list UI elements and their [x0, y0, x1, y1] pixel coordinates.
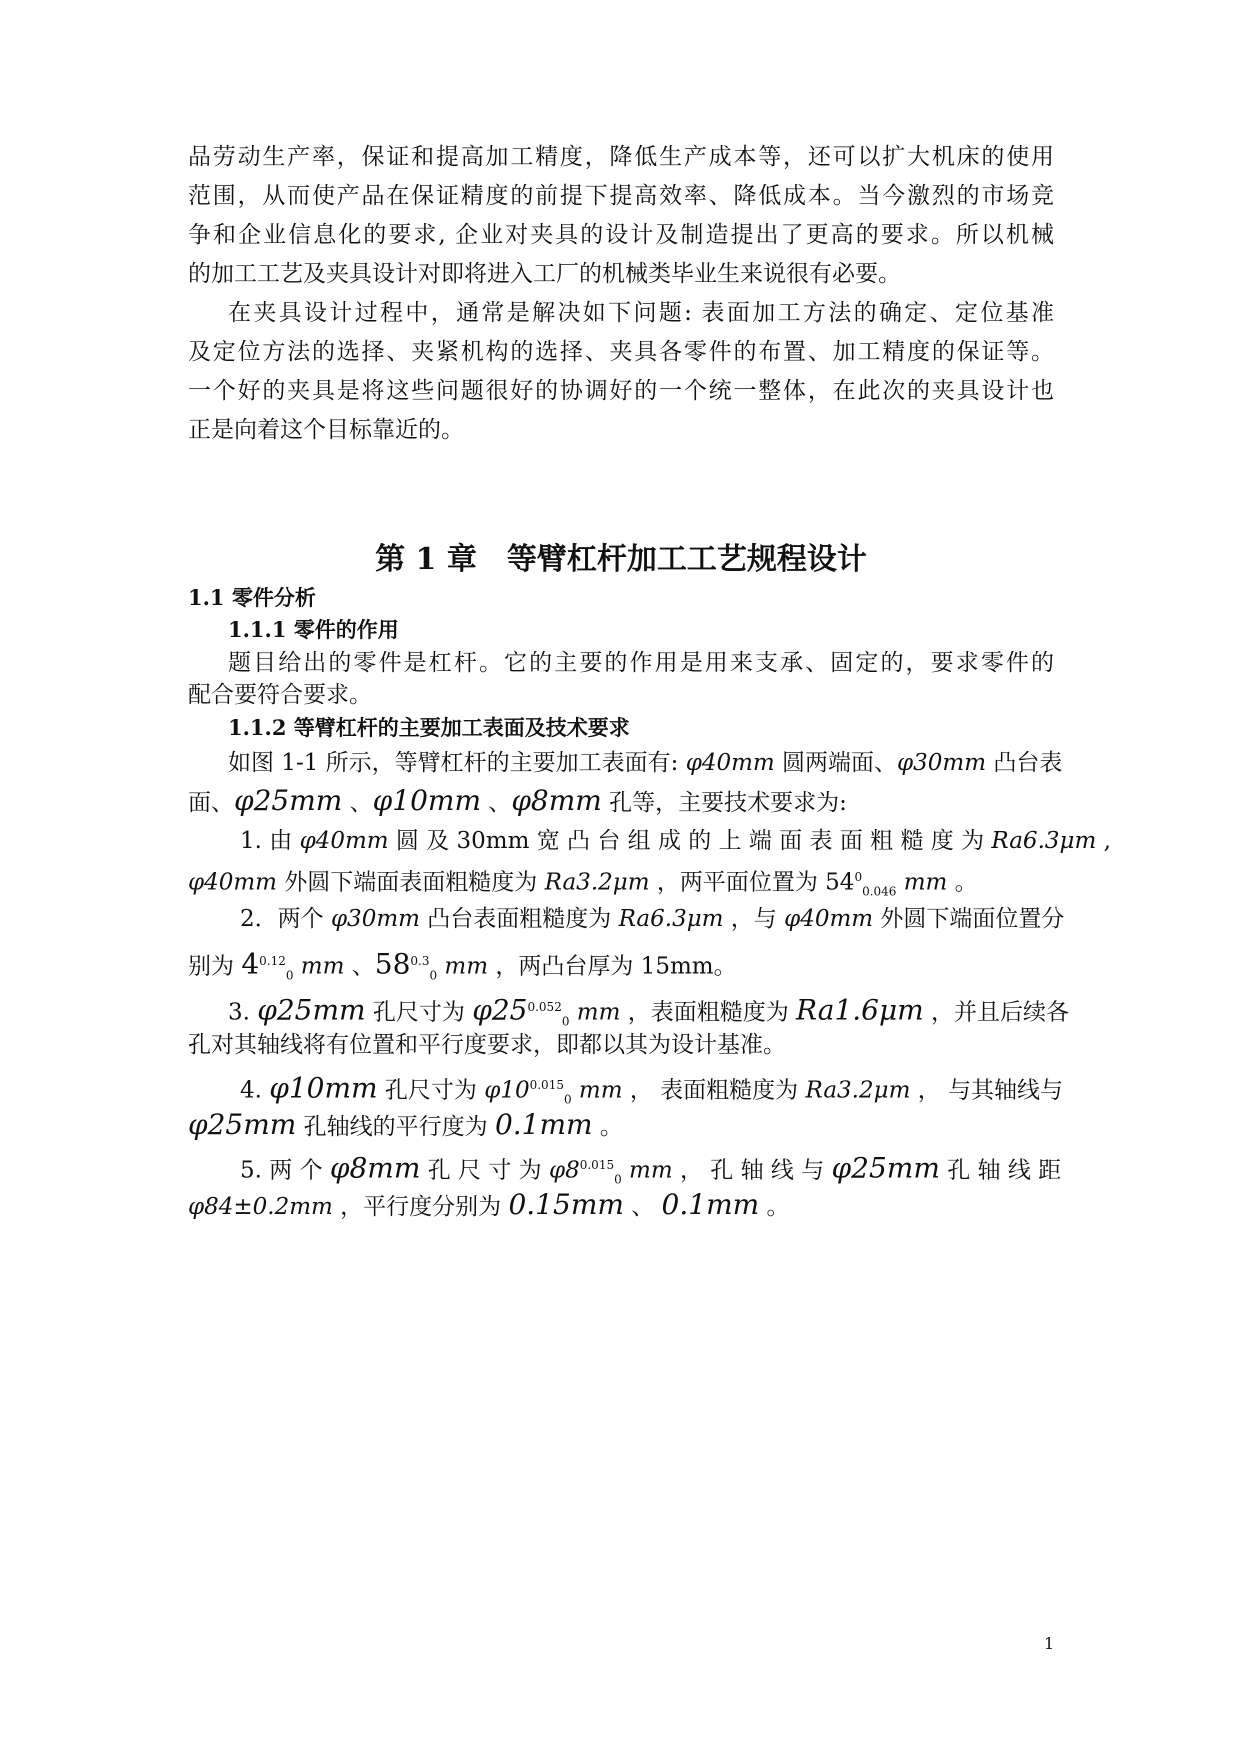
formula: φ8mm: [329, 1151, 421, 1185]
unit: mm: [437, 953, 489, 980]
page-number: 1: [1044, 1634, 1055, 1653]
tolerance-lower: 0: [614, 1172, 622, 1187]
text: 孔轴线的平行度为: [296, 1114, 495, 1140]
tolerance-upper: 0.015: [529, 1078, 564, 1092]
formula: 0.1mm: [494, 1108, 593, 1141]
intro-line-7: 一个好的夹具是将这些问题很好的协调好的一个统一整体，在此次的夹具设计也: [188, 378, 1054, 404]
tolerance-upper: 0.3: [410, 954, 430, 968]
text: ，两平面位置为: [649, 869, 826, 896]
text: 别为: [188, 953, 242, 980]
unit: mm: [571, 1077, 623, 1104]
intro-line-6: 及定位方法的选择、夹紧机构的选择、夹具各零件的布置、加工精度的保证等。: [188, 339, 1054, 365]
formula: φ10mm: [269, 1071, 378, 1105]
text: 5. 两 个: [240, 1157, 330, 1184]
formula: φ25: [472, 993, 528, 1027]
formula: φ10: [484, 1077, 530, 1104]
text: 、: [623, 1194, 662, 1220]
item-4-line-1: [240, 1070, 1064, 1114]
intro-line-5: 在夹具设计过程中，通常是解决如下问题: 表面加工方法的确定、定位基准: [228, 300, 1054, 326]
tolerance-upper: 0.015: [579, 1158, 615, 1172]
text: 、: [481, 790, 512, 816]
formula: 0.1mm: [661, 1188, 760, 1221]
text: ， 表面粗糙度为: [622, 1077, 806, 1104]
tolerance-lower: 0: [563, 1092, 572, 1107]
intro-line-3: 争和企业信息化的要求, 企业对夹具的设计及制造提出了更高的要求。所以机械: [188, 222, 1054, 248]
text: 、: [344, 953, 375, 980]
formula: φ40mm: [685, 750, 775, 776]
text: 孔等，主要技术要求为:: [601, 790, 847, 816]
text: 。: [759, 1194, 790, 1220]
text: 4.: [240, 1077, 270, 1104]
text: ，两凸台厚为 15mm。: [488, 953, 737, 980]
text: 1. 由: [240, 828, 300, 854]
text: 、: [342, 790, 373, 816]
text: ， 孔 轴 线 与: [672, 1157, 832, 1184]
text: 2．两个: [240, 906, 331, 932]
item-1-line-1: [240, 826, 1111, 856]
unit: mm: [569, 999, 621, 1026]
tolerance-upper: 0.052: [527, 1000, 562, 1014]
text: ，并且后续各: [923, 999, 1070, 1026]
intro-line-2: 范围，从而使产品在保证精度的前提下提高效率、降低成本。当今激烈的市场竞: [188, 183, 1054, 209]
s111-line-1: 题目给出的零件是杠杆。它的主要的作用是用来支承、固定的，要求零件的: [228, 650, 1054, 676]
text: ，与: [723, 906, 785, 932]
formula: Ra6.3μm: [618, 906, 724, 932]
text: 圆 及 30mm 宽 凸 台 组 成 的 上 端 面 表 面 粗 糙 度 为: [388, 828, 992, 854]
item-3-line-2: 孔对其轴线将有位置和平行度要求，即都以其为设计基准。: [188, 1032, 786, 1058]
text: 如图 1-1 所示，等臂杠杆的主要加工表面有:: [228, 750, 686, 776]
text: 圆两端面、: [774, 750, 898, 776]
text: ,: [1096, 828, 1111, 854]
s112-line-1: [228, 748, 1063, 778]
text: 凸台表: [986, 750, 1063, 776]
text: 孔尺寸为: [365, 999, 473, 1026]
tolerance-upper: 0: [854, 870, 863, 884]
formula: Ra3.2μm: [544, 869, 650, 896]
formula: φ30mm: [330, 906, 420, 932]
tolerance-upper: 0.12: [259, 954, 286, 968]
text: 外圆下端面表面粗糙度为: [277, 869, 545, 896]
formula: 54: [825, 869, 855, 896]
item-4-line-2: [188, 1110, 1054, 1142]
formula: 4: [241, 947, 260, 981]
text: 3.: [228, 999, 258, 1026]
formula: φ40mm: [299, 828, 389, 854]
chapter-title: 第 1 章 等臂杠杆加工工艺规程设计: [375, 542, 867, 577]
text: ，平行度分别为: [332, 1194, 509, 1220]
text: 孔 轴 线 距: [939, 1157, 1062, 1184]
formula: Ra3.2μm: [805, 1077, 911, 1104]
tolerance-lower: 0: [429, 968, 438, 983]
tolerance-lower: 0: [561, 1014, 570, 1029]
intro-line-4: 的加工工艺及夹具设计对即将进入工厂的机械类毕业生来说很有必要。: [188, 261, 901, 287]
section-heading-1-1: 1.1 零件分析: [188, 585, 316, 610]
formula: φ40mm: [784, 906, 874, 932]
unit: mm: [293, 953, 345, 980]
text: 孔 尺 寸 为: [420, 1157, 549, 1184]
formula: 0.15mm: [508, 1188, 624, 1221]
formula: Ra6.3μm: [991, 828, 1097, 854]
unit: mm: [896, 869, 948, 896]
formula: φ25mm: [188, 1108, 297, 1141]
section-heading-1-1-2: 1.1.2 等臂杠杆的主要加工表面及技术要求: [228, 715, 630, 740]
item-2-line-2: [188, 946, 1054, 990]
formula: 58: [374, 947, 411, 981]
formula: φ25mm: [257, 993, 366, 1027]
intro-line-1: 品劳动生产率，保证和提高加工精度，降低生产成本等，还可以扩大机床的使用: [188, 144, 1054, 170]
s111-line-2: 配合要符合要求。: [188, 682, 372, 708]
formula: φ84±0.2mm: [188, 1194, 333, 1220]
formula: φ8: [548, 1157, 580, 1184]
item-1-line-2: [188, 862, 1054, 906]
formula: φ25mm: [234, 784, 343, 817]
formula: Ra1.6μm: [796, 993, 924, 1027]
tolerance-lower: 0: [285, 968, 294, 983]
text: 外圆下端面位置分: [873, 906, 1065, 932]
intro-line-8: 正是向着这个目标靠近的。: [188, 417, 464, 443]
item-5-line-2: [188, 1190, 1054, 1222]
tolerance-lower: 0.046: [862, 884, 897, 899]
formula: φ8mm: [511, 784, 602, 817]
section-heading-1-1-1: 1.1.1 零件的作用: [228, 617, 399, 642]
text: ，表面粗糙度为: [620, 999, 797, 1026]
text: 孔尺寸为: [377, 1077, 485, 1104]
formula: φ40mm: [188, 869, 277, 896]
item-2-line-1: [240, 904, 1065, 934]
formula: φ25mm: [831, 1151, 940, 1185]
item-5-line-1: [240, 1150, 1062, 1194]
text: 。: [592, 1114, 623, 1140]
text: 凸台表面粗糙度为: [419, 906, 619, 932]
text: ， 与其轴线与: [910, 1077, 1064, 1104]
s112-line-2: [188, 786, 1054, 818]
text: 。: [947, 869, 978, 896]
unit: mm: [621, 1157, 673, 1184]
formula: φ10mm: [372, 784, 481, 817]
formula: φ30mm: [897, 750, 987, 776]
text: 面、: [188, 790, 234, 816]
